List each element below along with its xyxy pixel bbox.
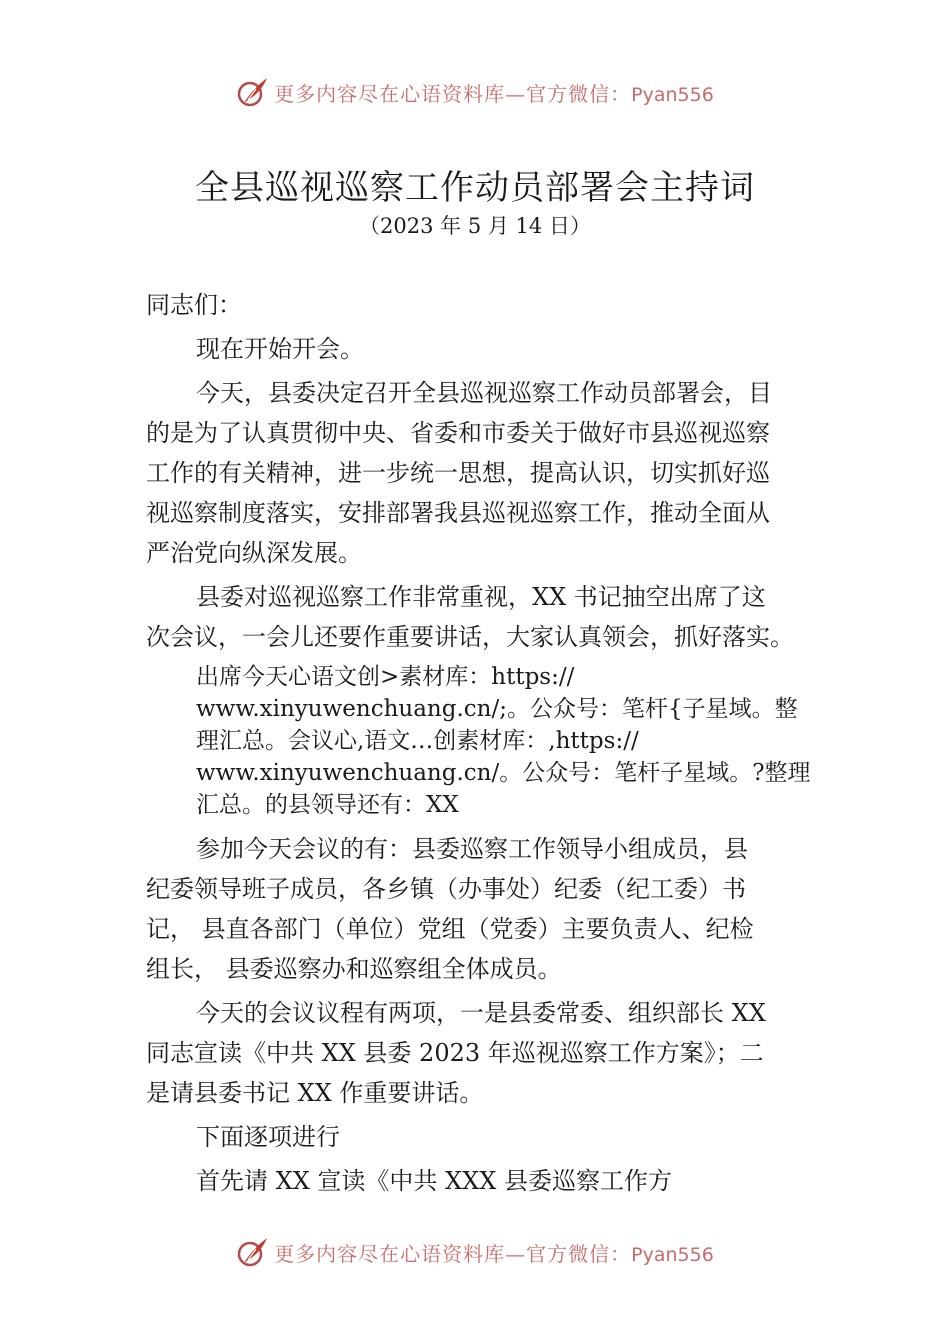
note-line: 出席今天心语文创>素材库：https:// <box>196 664 575 690</box>
paragraph-line: 次会议，一会儿还要作重要讲话，大家认真领会，抓好落实。 <box>146 623 794 651</box>
paragraph <box>146 329 826 369</box>
header-watermark-banner <box>0 70 950 114</box>
paragraph-line: 县委对巡视巡察工作非常重视，XX 书记抽空出席了这 <box>196 583 766 611</box>
paragraph <box>146 373 826 573</box>
document-body <box>146 285 826 1205</box>
footer-watermark-banner <box>0 1230 950 1274</box>
paragraph-line: 严治党向纵深发展。 <box>146 539 362 567</box>
quill-feather-logo-icon <box>236 75 270 109</box>
quill-feather-logo-icon <box>236 1235 270 1269</box>
paragraph-line: 工作的有关精神，进一步统一思想，提高认识，切实抓好巡 <box>146 459 770 487</box>
paragraph-line: 记， 县直各部门（单位）党组（党委）主要负责人、纪检 <box>146 915 754 943</box>
paragraph-line: 的是为了认真贯彻中央、省委和市委关于做好市县巡视巡察 <box>146 419 770 447</box>
paragraph-line: 纪委领导班子成员，各乡镇（办事处）纪委（纪工委）书 <box>146 875 746 903</box>
note-line: 汇总。的县领导还有：XX <box>196 792 459 818</box>
paragraph-line: 同志宣读《中共 XX 县委 2023 年巡视巡察工作方案》；二 <box>146 1039 764 1067</box>
note-line: www.xinyuwenchuang.cn/;。公众号：笔杆{子星域。整 <box>196 696 798 722</box>
paragraph-line: 下面逐项进行 <box>196 1123 340 1151</box>
paragraph-line: 视巡察制度落实，安排部署我县巡视巡察工作，推动全面从 <box>146 499 770 527</box>
salutation: 同志们： <box>146 291 242 319</box>
document-date: （2023 年 5 月 14 日） <box>359 214 591 238</box>
paragraph-line: 是请县委书记 XX 作重要讲话。 <box>146 1079 484 1107</box>
paragraph <box>146 829 826 989</box>
document-title: 全县巡视巡察工作动员部署会主持词 <box>195 168 755 208</box>
paragraph <box>146 993 826 1113</box>
paragraph-line: 参加今天会议的有：县委巡察工作领导小组成员，县 <box>196 835 748 863</box>
note-line: www.xinyuwenchuang.cn/。公众号：笔杆子星域。?整理 <box>196 760 811 786</box>
paragraph-line: 组长， 县委巡察办和巡察组全体成员。 <box>146 955 562 983</box>
banner-text: 更多内容尽在心语资料库—官方微信：Pyan556 <box>274 81 714 106</box>
paragraph <box>146 577 826 657</box>
banner-text: 更多内容尽在心语资料库—官方微信：Pyan556 <box>274 1241 714 1266</box>
paragraph <box>146 1117 826 1157</box>
paragraph-line: 今天的会议议程有两项，一是县委常委、组织部长 XX <box>196 999 766 1027</box>
paragraph <box>146 1161 826 1201</box>
paragraph-line: 今天，县委决定召开全县巡视巡察工作动员部署会，目 <box>196 379 772 407</box>
note-line: 理汇总。会议心,语文…创素材库：,https:// <box>196 728 639 754</box>
inserted-watermark-note <box>196 661 826 821</box>
paragraph-line: 首先请 XX 宣读《中共 XXX 县委巡察工作方 <box>196 1167 672 1195</box>
paragraph-line: 现在开始开会。 <box>196 335 364 363</box>
